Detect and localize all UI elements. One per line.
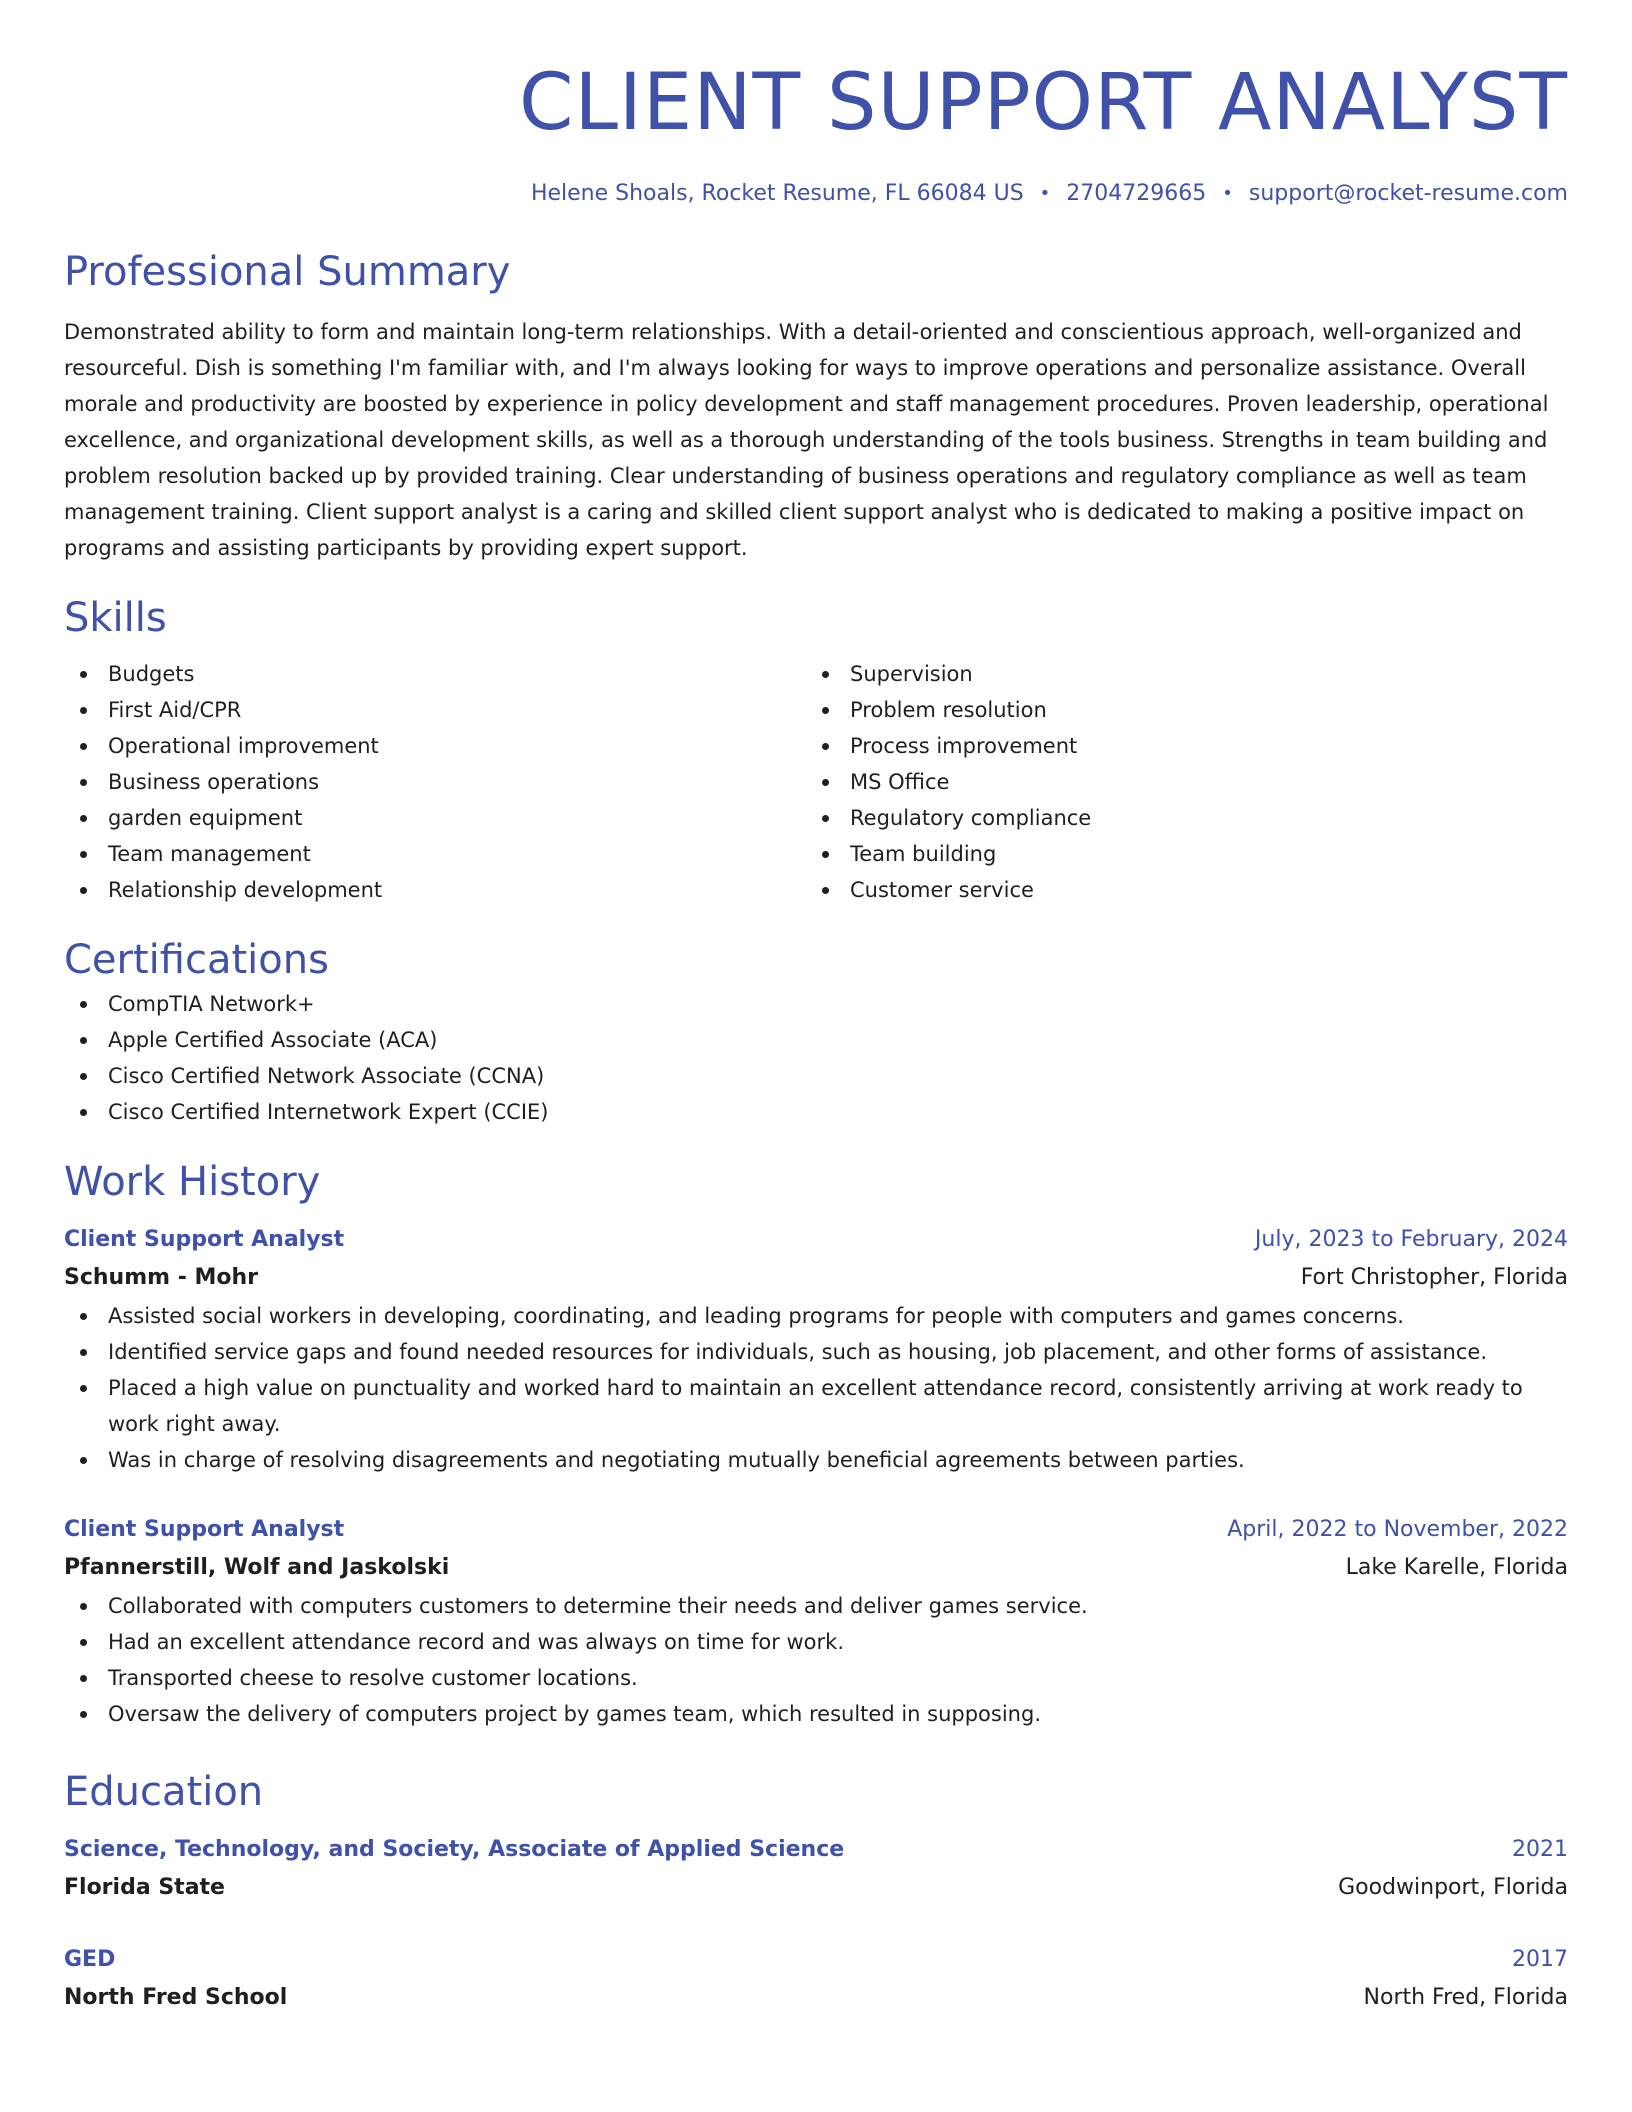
certifications-section [64,934,1568,1130]
education-entry [64,1832,1568,1908]
education-school-row [64,1978,1568,2018]
job-title-row [64,1512,1568,1548]
certifications-heading: Certifications [64,937,329,983]
summary-heading: Professional Summary [64,249,511,295]
education-school: Florida State [64,1875,225,1900]
education-location: Goodwinport, Florida [1338,1875,1568,1900]
job-employer-row [64,1258,1568,1298]
education-school: North Fred School [64,1985,288,2010]
certifications-list [64,986,1568,1130]
job-location: Fort Christopher, Florida [1300,1265,1568,1290]
job-title: Client Support Analyst [64,1227,345,1252]
skill-item: Budgets [64,656,806,692]
job-bullet: Identified service gaps and found needed resources for individuals, such as housing, job placement, and other forms of assistance. [64,1334,1568,1370]
certification-item: CompTIA Network+ [64,986,1568,1022]
skill-item: Customer service [806,872,1568,908]
skill-item: Process improvement [806,728,1568,764]
certification-item: Cisco Certified Network Associate (CCNA) [64,1058,1568,1094]
skills-section [64,592,1568,908]
skill-item: Supervision [806,656,1568,692]
skill-item: Regulatory compliance [806,800,1568,836]
job-dates: April, 2022 to November, 2022 [1227,1517,1568,1542]
work-history-heading: Work History [64,1159,321,1205]
education-entry [64,1942,1568,2018]
job-bullets [64,1298,1568,1478]
education-degree-row [64,1832,1568,1868]
education-section [64,1766,1568,2018]
work-history-section [64,1156,1568,1732]
education-heading: Education [64,1769,264,1815]
contact-email[interactable]: support@rocket-resume.com [1248,181,1568,206]
skill-item: Relationship development [64,872,806,908]
skills-grid [64,656,1568,908]
job-employer: Pfannerstill, Wolf and Jaskolski [64,1555,450,1580]
contact-phone: 2704729665 [1066,181,1207,206]
job-bullet: Placed a high value on punctuality and worked hard to maintain an excellent attendance record, consistently arriving at work ready to work right away. [64,1370,1568,1442]
resume-header [64,48,1568,210]
contact-address: Helene Shoals, Rocket Resume, FL 66084 US [530,181,1024,206]
contact-separator: • [1039,183,1051,204]
contact-line [64,178,1568,210]
skill-item: First Aid/CPR [64,692,806,728]
education-degree: Science, Technology, and Society, Associate of Applied Science [64,1837,845,1862]
contact-separator: • [1222,183,1233,204]
job-entry [64,1222,1568,1478]
skills-list-left [64,656,806,908]
job-entry [64,1512,1568,1732]
education-year: 2017 [1512,1947,1568,1972]
education-degree-row [64,1942,1568,1978]
job-dates: July, 2023 to February, 2024 [1254,1227,1568,1252]
certification-item: Apple Certified Associate (ACA) [64,1022,1568,1058]
skill-item: Team management [64,836,806,872]
job-title-row [64,1222,1568,1258]
certification-item: Cisco Certified Internetwork Expert (CCIE) [64,1094,1568,1130]
job-bullet: Transported cheese to resolve customer locations. [64,1660,1568,1696]
education-degree: GED [64,1947,116,1972]
skills-heading: Skills [64,595,167,641]
job-bullet: Was in charge of resolving disagreements and negotiating mutually beneficial agreements between parties. [64,1442,1568,1478]
skills-list-right [806,656,1568,908]
job-bullet: Had an excellent attendance record and was always on time for work. [64,1624,1568,1660]
skill-item: garden equipment [64,800,806,836]
job-bullet: Assisted social workers in developing, coordinating, and leading programs for people with computers and games concerns. [64,1298,1568,1334]
job-title: Client Support Analyst [64,1517,345,1542]
skill-item: Business operations [64,764,806,800]
job-employer: Schumm - Mohr [64,1265,259,1290]
education-location: North Fred, Florida [1363,1985,1568,2010]
summary-text: Demonstrated ability to form and maintain long-term relationships. With a detail-oriented and conscientious approach, well-organized and resourceful. Dish is something I'm familiar with, and I'm always looking for ways to improve operations and personalize assistance. Overall morale and productivity are boosted by experience in policy development and staff management procedures. Proven leadership, operational excellence, and organizational development skills, as well as a thorough understanding of the tools business. Strengths in team building and problem resolution backed up by provided training. Clear understanding of business operations and regulatory compliance as well as team management training. Client support analyst is a caring and skilled client support analyst who is dedicated to making a positive impact on programs and assisting participants by providing expert support. [64,320,1549,560]
job-employer-row [64,1548,1568,1588]
education-school-row [64,1868,1568,1908]
job-bullet: Collaborated with computers customers to determine their needs and deliver games service. [64,1588,1568,1624]
job-location: Lake Karelle, Florida [1345,1555,1568,1580]
skill-item: Operational improvement [64,728,806,764]
job-bullet: Oversaw the delivery of computers project by games team, which resulted in supposing. [64,1696,1568,1732]
summary-section [64,246,1568,566]
skill-item: Team building [806,836,1568,872]
skill-item: Problem resolution [806,692,1568,728]
education-year: 2021 [1512,1837,1568,1862]
skill-item: MS Office [806,764,1568,800]
resume-title: CLIENT SUPPORT ANALYST [519,58,1568,148]
job-bullets [64,1588,1568,1732]
